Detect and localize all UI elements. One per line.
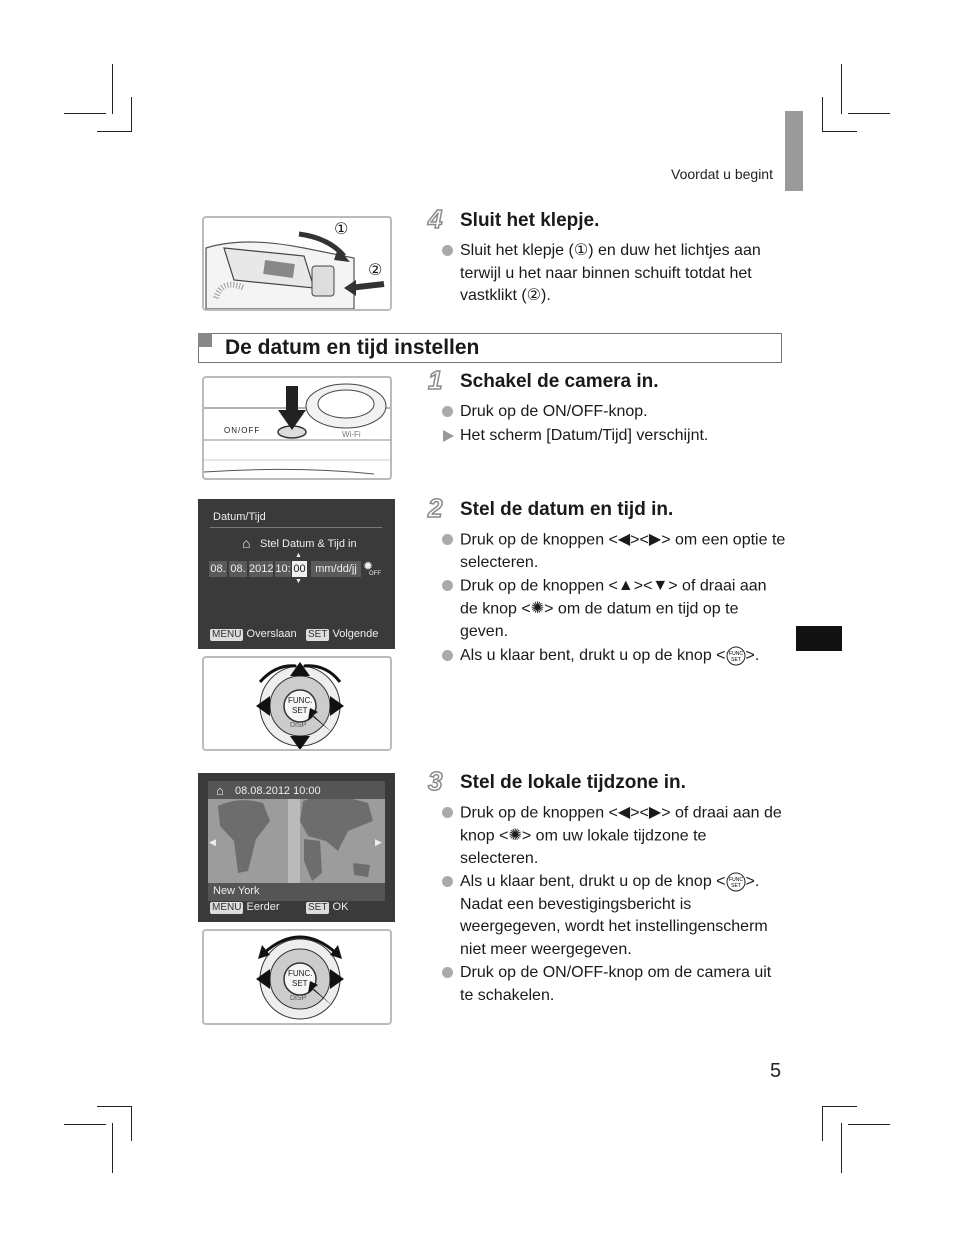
dst-label: OFF: [369, 571, 381, 577]
crop-mark: [822, 1106, 823, 1141]
set-key: SET: [308, 629, 328, 640]
control-dial-icon: ✺: [530, 600, 545, 618]
home-icon: ⌂: [242, 535, 251, 551]
minute-field: 00: [293, 563, 306, 575]
marker-1: ①: [334, 221, 349, 238]
hour-field: 10:: [275, 563, 291, 575]
crop-mark: [64, 1124, 106, 1125]
func-label: FUNC.: [288, 969, 313, 978]
step-bullets: [442, 802, 787, 1008]
left-arrow-icon: ◀: [209, 837, 216, 847]
set-hint: SET Volgende: [308, 628, 379, 640]
disp-label: DISP: [290, 722, 307, 729]
format-field: mm/dd/jj: [311, 561, 361, 577]
marker-2: ②: [368, 262, 383, 279]
crop-mark: [841, 1123, 842, 1173]
list-item: Druk op de knoppen <▲><▼> of draai aan de knop <✺> om de datum en tijd op te geven.: [442, 575, 787, 643]
year-field: 2012: [249, 563, 274, 575]
left-button-icon: ◀: [617, 531, 631, 548]
step-3: [428, 766, 788, 1032]
disp-label: DISP: [290, 995, 307, 1002]
crop-mark: [64, 113, 106, 114]
page-number: 5: [770, 1060, 782, 1082]
home-icon: ⌂: [216, 783, 224, 798]
list-item: Sluit het klepje (①) en duw het lichtjes aan terwijl u het naar binnen schuift totdat het vastklikt (②).: [442, 240, 787, 308]
list-item: Als u klaar bent, drukt u op de knop < FUNC SET >.: [442, 645, 787, 668]
arrow-bullet-icon: [443, 430, 454, 442]
left-button-icon: ◀: [617, 804, 631, 821]
down-arrow-icon: ▼: [295, 578, 302, 585]
onoff-label: ON/OFF: [224, 426, 261, 435]
step-4: [428, 204, 788, 310]
bullet-icon: [442, 967, 453, 978]
screen-subtitle: Stel Datum & Tijd in: [260, 538, 357, 550]
crop-mark: [97, 131, 132, 132]
right-button-icon: ▶: [648, 531, 662, 548]
screen-datetime: [198, 499, 395, 649]
screen-timezone: [198, 773, 395, 922]
set-label: SET: [292, 706, 308, 715]
menu-hint: MENU Eerder: [212, 901, 280, 913]
bullet-icon: [442, 807, 453, 818]
down-button-icon: ▼: [652, 577, 669, 595]
step-number: 4: [428, 204, 443, 234]
set-hint: SET OK: [308, 901, 349, 913]
bullet-icon: [442, 534, 453, 545]
section-title: De datum en tijd instellen: [225, 336, 480, 359]
current-datetime: 08.08.2012 10:00: [235, 785, 321, 797]
crop-mark: [822, 1106, 857, 1107]
crop-mark: [97, 1106, 132, 1107]
func-label: FUNC.: [288, 696, 313, 705]
crop-mark: [131, 1106, 132, 1141]
svg-text:SET: SET: [730, 656, 741, 663]
illustration-control-dial: [202, 656, 392, 751]
screen-title: Datum/Tijd: [213, 511, 266, 523]
illustration-control-dial-rotate: [202, 929, 392, 1025]
timezone-city: New York: [213, 885, 260, 897]
chapter-tab: [785, 111, 803, 191]
menu-key: MENU: [212, 629, 242, 640]
list-item: Druk op de knoppen <◀><▶> of draai aan de knop <✺> om uw lokale tijdzone te selecteren.: [442, 802, 787, 870]
step-number: 1: [428, 365, 443, 395]
set-label: SET: [292, 979, 308, 988]
crop-mark: [822, 97, 823, 132]
right-button-icon: ▶: [648, 804, 662, 821]
step-title: Stel de lokale tijdzone in.: [460, 772, 686, 793]
crop-mark: [112, 64, 113, 114]
step-title: Sluit het klepje.: [460, 210, 600, 231]
crop-mark: [848, 1124, 890, 1125]
list-item: Druk op de ON/OFF-knop.: [442, 401, 787, 424]
chapter-index-mark: [796, 626, 842, 651]
step-bullets: [442, 529, 787, 668]
step-title: Schakel de camera in.: [460, 371, 659, 392]
step-bullets: [442, 240, 787, 309]
world-map: [208, 781, 385, 901]
month-field: 08.: [230, 563, 246, 575]
menu-hint: MENU Overslaan: [212, 628, 297, 640]
bullet-icon: [442, 245, 453, 256]
svg-text:FUNC: FUNC: [728, 877, 743, 884]
bullet-icon: [442, 650, 453, 661]
control-dial-icon: ✺: [508, 826, 522, 844]
illustration-close-cover: [202, 216, 392, 311]
step-bullets: [442, 401, 787, 448]
crop-mark: [131, 97, 132, 132]
section-square-icon: [198, 333, 212, 347]
list-item: Het scherm [Datum/Tijd] verschijnt.: [442, 425, 787, 448]
wifi-label: Wi-Fi: [342, 430, 361, 439]
list-item: Druk op de ON/OFF-knop om de camera uit te schakelen.: [442, 962, 787, 1007]
svg-text:FUNC: FUNC: [728, 650, 743, 657]
bullet-icon: [442, 876, 453, 887]
bullet-icon: [442, 580, 453, 591]
crop-mark: [848, 113, 890, 114]
right-arrow-icon: ▶: [375, 837, 382, 847]
func-set-button-icon: [726, 646, 746, 666]
menu-key: MENU: [212, 902, 242, 913]
crop-mark: [822, 131, 857, 132]
up-arrow-icon: ▲: [295, 552, 302, 559]
crop-mark: [112, 1123, 113, 1173]
illustration-power-button: [202, 376, 392, 480]
divider: [210, 527, 382, 528]
step-1: [428, 365, 788, 451]
bullet-icon: [442, 406, 453, 417]
day-field: 08.: [210, 563, 226, 575]
step-2: [428, 493, 788, 699]
func-set-button-icon: [726, 872, 746, 892]
step-number: 2: [428, 493, 443, 523]
up-button-icon: ▲: [617, 577, 634, 595]
step-title: Stel de datum en tijd in.: [460, 499, 674, 520]
crop-mark: [841, 64, 842, 114]
step-number: 3: [428, 766, 443, 796]
list-item: Druk op de knoppen <◀><▶> om een optie te selecteren.: [442, 529, 787, 574]
running-header: Voordat u begint: [671, 166, 773, 182]
svg-text:SET: SET: [730, 883, 741, 890]
set-key: SET: [308, 902, 328, 913]
list-item: Als u klaar bent, drukt u op de knop < FUNC SET >. Nadat een bevestigingsbericht is weergegeven, wordt het instellingenscherm niet meer weergegeven.: [442, 871, 787, 961]
sun-icon: ✹: [363, 559, 374, 573]
